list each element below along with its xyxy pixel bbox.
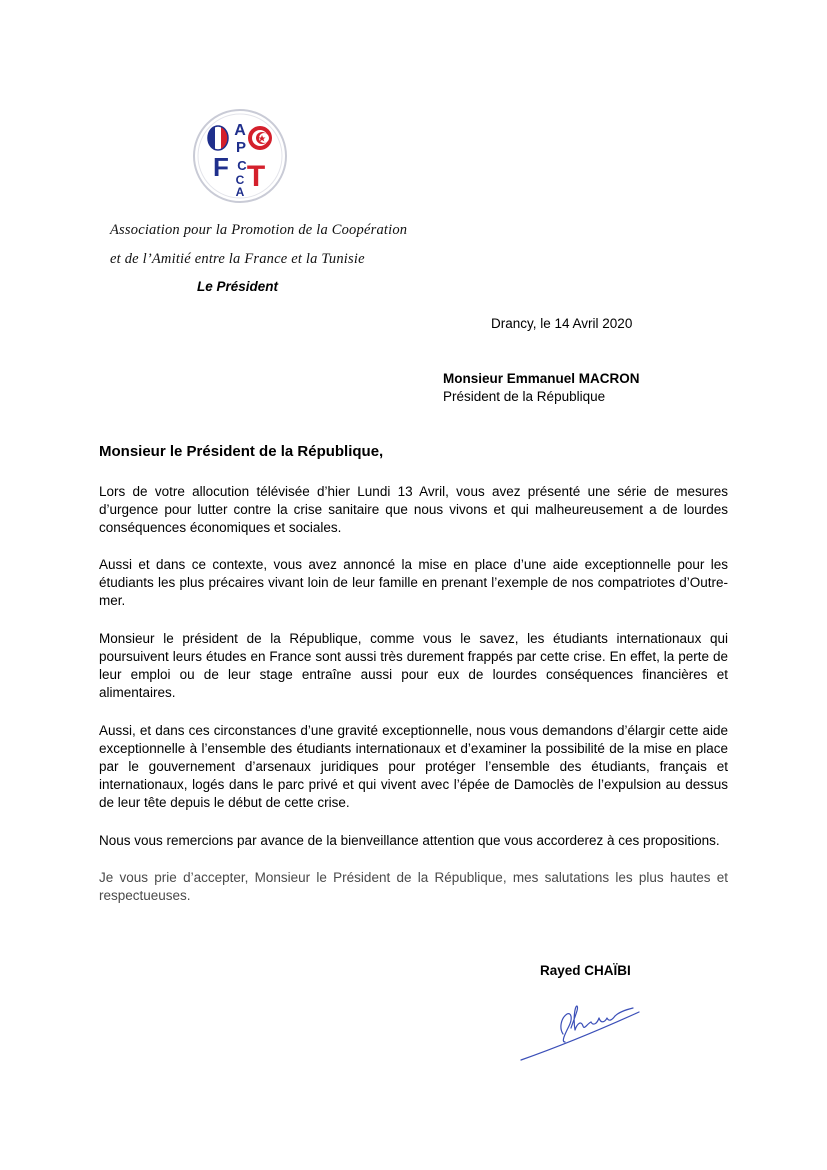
logo-letter: A	[234, 122, 246, 139]
body-paragraph: Lors de votre allocution télévisée d’hier Lundi 13 Avril, vous avez présenté une série de mesures d’urgence pour lutter contre la crise sanitaire que nous vivons et qui malheureusement a de lourdes conséquences économiques et sociales.	[99, 484, 728, 535]
logo-letter: T	[246, 160, 266, 193]
sender-role: Le Président	[197, 279, 279, 294]
recipient-title: Président de la République	[443, 389, 606, 404]
salutation: Monsieur le Président de la République,	[99, 443, 384, 460]
body-paragraph: Aussi, et dans ces circonstances d’une gravité exceptionnelle, nous vous demandons d’élargir cette aide exceptionnelle à l’ensemble des étudiants internationaux et d’examiner la possibilité de la mise en place par le gouvernement d’arsenaux juridiques pour protéger l’ensemble des étudiants, français et internationaux, logés dans le parc privé et qui vivent avec l’épée de Damoclès de l’expulsion au dessus de leur tête depuis le début de cette crise.	[99, 723, 728, 810]
date-line: Drancy, le 14 Avril 2020	[491, 316, 633, 331]
tunisia-crescent-icon	[248, 126, 272, 150]
logo-letter: F	[213, 152, 229, 182]
recipient-name: Monsieur Emmanuel MACRON	[443, 371, 640, 386]
closing-paragraph: Je vous prie d’accepter, Monsieur le Président de la République, mes salutations les plus hautes et respectueuses.	[99, 870, 728, 903]
logo-letter: C	[237, 158, 247, 173]
logo-letter: A	[235, 185, 245, 199]
body-paragraph: Monsieur le président de la République, comme vous le savez, les étudiants internationaux qui poursuivent leurs études en France sont aussi très durement frappés par cette crise. En effet, la perte de leur emploi ou de leur stage entraîne aussi pour eux de lourdes conséquences financières et alimentaires.	[99, 631, 728, 700]
association-logo	[192, 108, 288, 204]
france-flag-icon	[208, 126, 228, 150]
body-paragraph: Aussi et dans ce contexte, vous avez annoncé la mise en place d’une aide exceptionnelle pour les étudiants les plus précaires vivant loin de leur famille en prenant l’exemple de nos compatriotes d’Outre-mer.	[99, 557, 728, 608]
association-name-line-1: Association pour la Promotion de la Coopération	[110, 222, 408, 238]
body-paragraph: Nous vous remercions par avance de la bienveillance attention que vous accorderez à ces propositions.	[99, 833, 720, 848]
logo-letter: C	[235, 173, 245, 187]
association-name-line-2: et de l’Amitié entre la France et la Tunisie	[110, 251, 365, 267]
logo-letter: P	[235, 139, 247, 156]
signatory-name: Rayed CHAÏBI	[540, 963, 631, 978]
handwritten-signature	[515, 998, 645, 1068]
